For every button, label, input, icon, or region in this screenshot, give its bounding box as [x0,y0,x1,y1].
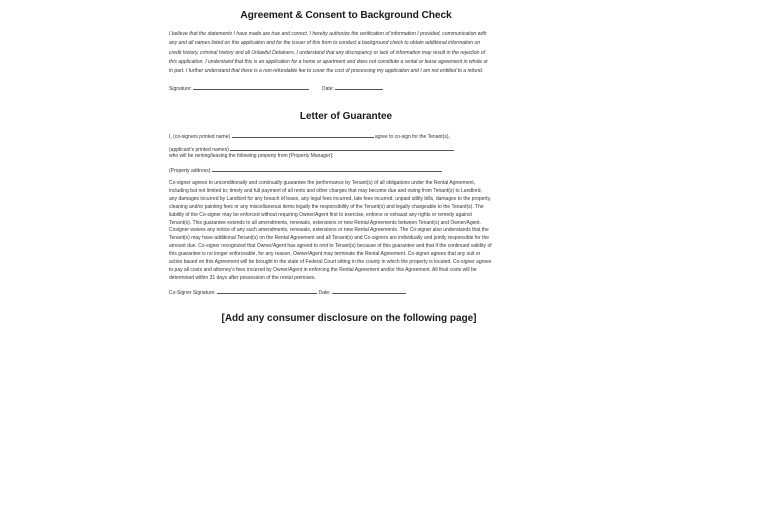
signature-label: Signature: [169,86,192,92]
cosigner-date-field[interactable] [332,288,406,294]
property-address-label: (Property address) [169,168,211,174]
consent-paragraph [169,30,525,76]
guarantee-line: action based on this Agreement will be brought in the state of Federal Court sitting in the county in which the property is located. Co-signer agrees [169,259,492,266]
guarantee-line: amount due. Co-signer recognized that Owner/Agent has agreed to rent to Tenant(s) because of this guarantee and that if the continued validity of [169,243,492,250]
cosigner-name-field[interactable] [232,132,374,138]
cosigner-signature-field[interactable] [217,288,317,294]
date-label: Date: [321,86,334,92]
consent-line: credit history, criminal history and all Unlawful Detainers. I understand that any discrepancy or lack of information may result in the rejection of [169,49,486,56]
consent-title: Agreement & Consent to Background Check [240,10,452,21]
cosigner-name-row [169,132,450,140]
guarantee-line: cleaning and/or painting fees or any miscellaneous items legally the responsibility of the Tenant(s) and legally chargeable to the Tenant(s). The [169,203,484,210]
cosigner-name-label: I, (co-signers printed name) [169,134,231,140]
cosigner-agree-text: agree to co-sign for the Tenant(s), [374,134,450,140]
cosigner-date-label: Date: [318,290,331,296]
guarantee-title: Letter of Guarantee [299,111,393,122]
disclosure-note: [Add any consumer disclosure on the following page] [221,313,477,324]
consent-line: I believe that the statements I have made are true and correct. I hereby authorize the verification of information I provided, communication with [169,31,487,37]
guarantee-line: any damages incurred by Landlord for any breach of lease, any legal fees incurred, late fees incurred, unpaid utility bills, damages to the property, [169,195,492,202]
guarantee-line: Tenant(s). This guarantee extends to all amendments, renewals, extensions or new Rental Agreements between Tenant(s) and Owner/Agent. [169,219,481,226]
date-field[interactable] [335,84,383,90]
residing-text: who will be renting/leasing the following property from [Property Manager]: [169,153,334,159]
applicant-name-row [169,145,454,153]
consent-line: in part. I further understand that there is a non-refundable fee to cover the cost of processing my application and I am not entitled to a refund. [169,68,484,75]
consent-line: any and all names listed on this application and for the issuer of this form to conduct a background check to obtain additional information on [169,40,481,47]
property-address-row [169,166,442,174]
guarantee-line: Cosigner waives any notice of any such amendments, renewals, extensions or new Rental Agreements. The Co-signer also understands that the [169,227,489,234]
guarantee-line: determined within 31 days after possession of the rental premises. [169,274,316,281]
signature-field[interactable] [193,84,309,90]
guarantee-line: Co-signer agrees to unconditionally and continually guarantee the performance by Tenant(s) of all obligations under the Rental Agreement, [169,180,476,186]
property-address-field[interactable] [212,166,442,172]
guarantee-line: Tenant(s) may have additional Tenant(s) on the Rental Agreement and all Tenant(s) and Co-signers are individually and jointly responsible for the [169,235,489,242]
guarantee-paragraph [169,180,529,283]
guarantee-line: to pay all costs and attorney's fees incurred by Owner/Agent in enforcing the Rental Agreement and/or this Agreement. All final costs will be [169,266,477,273]
guarantee-line: liability of the Co-signer may be enforced without requiring Owner/Agent first to exercise, enforce or exhaust any rights or remedy against [169,211,472,218]
applicant-name-field[interactable] [230,145,454,151]
guarantee-line: including but not limited to; timely and full payment of all rents and other charges that may become due and owing from Tenant(s) to Landlord, [169,187,482,194]
cosigner-signature-label: Co-Signer Signature: [169,290,216,296]
guarantee-line: this guarantee is no longer enforceable, for any reason, Owner/Agent may terminate the Rental Agreement. Co-signer agrees that any suit or [169,251,481,258]
applicant-name-label: (applicant's printed names) [169,147,229,153]
consent-line: this application. I understand that this is an application for a home or apartment and does not constitute a rental or lease agreement in whole or [169,58,488,65]
consent-signature-row [169,84,383,92]
cosigner-signature-row [169,288,406,296]
